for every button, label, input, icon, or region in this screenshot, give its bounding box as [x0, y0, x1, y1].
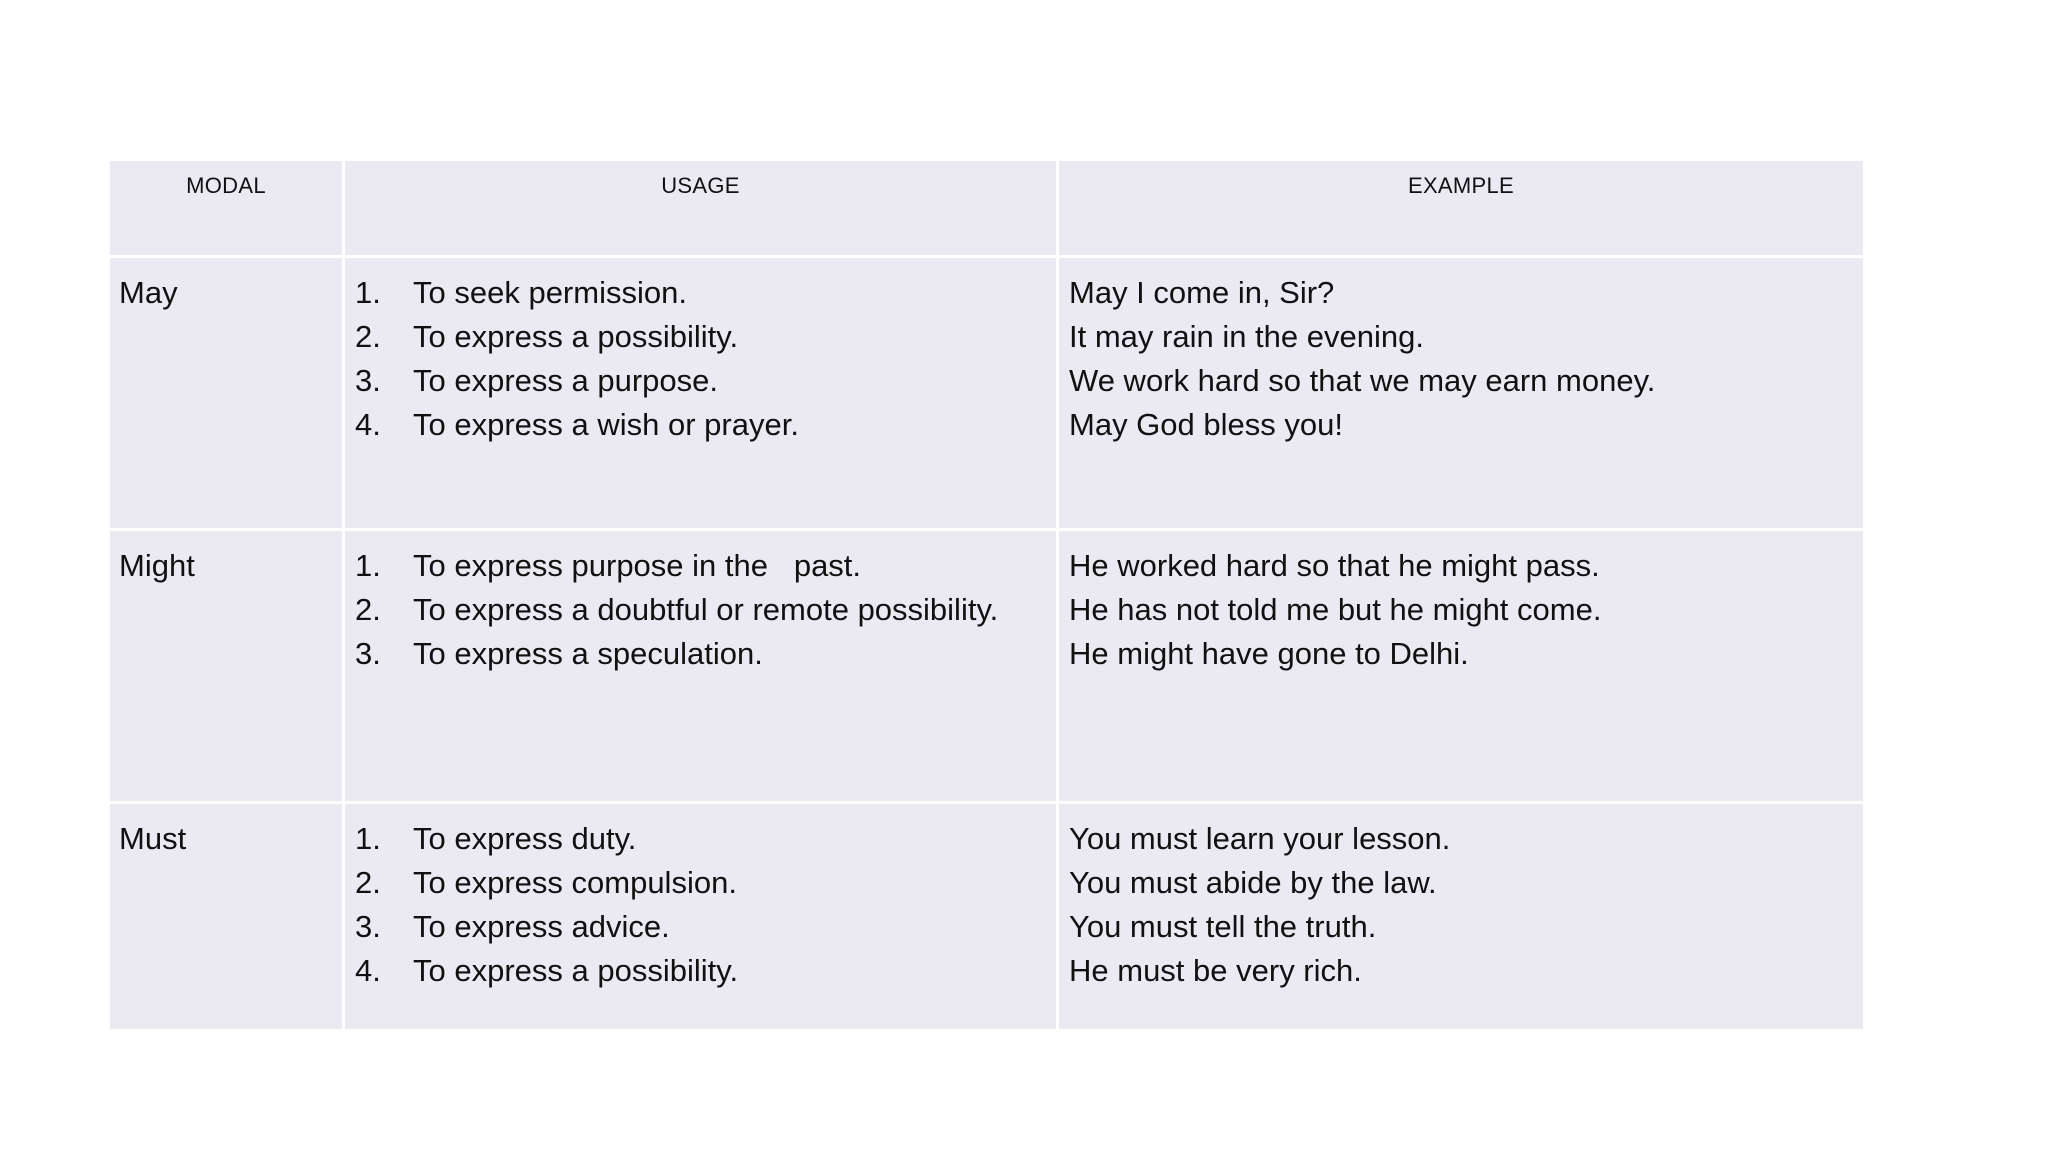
- example-line: May I come in, Sir?: [1069, 275, 1335, 310]
- usage-item: [355, 905, 1056, 949]
- usage-number: 2.: [355, 592, 381, 627]
- usage-number: 1.: [355, 275, 381, 310]
- modal-cell: Must: [109, 803, 344, 1031]
- usage-list: [355, 544, 1056, 676]
- usage-cell: [344, 530, 1058, 803]
- example-line: He must be very rich.: [1069, 953, 1362, 988]
- usage-text: To express a doubtful or remote possibility.: [413, 592, 999, 627]
- table-row-may: [109, 257, 1865, 530]
- usage-number: 3.: [355, 363, 381, 398]
- usage-number: 2.: [355, 319, 381, 354]
- usage-text: To express a purpose.: [413, 363, 719, 398]
- usage-number: 1.: [355, 548, 381, 583]
- usage-number: 4.: [355, 407, 381, 442]
- usage-number: 3.: [355, 909, 381, 944]
- example-cell: [1058, 257, 1865, 530]
- usage-text: To express a possibility.: [413, 319, 739, 354]
- usage-item: [355, 861, 1056, 905]
- example-line: You must learn your lesson.: [1069, 821, 1451, 856]
- usage-text: To express a wish or prayer.: [413, 407, 799, 442]
- example-line: He worked hard so that he might pass.: [1069, 548, 1600, 583]
- example-line: You must tell the truth.: [1069, 909, 1377, 944]
- usage-item: [355, 271, 1056, 315]
- usage-item: [355, 817, 1056, 861]
- usage-item: [355, 403, 1056, 447]
- example-line: It may rain in the evening.: [1069, 319, 1424, 354]
- usage-text: To express compulsion.: [413, 865, 737, 900]
- usage-list: [355, 271, 1056, 447]
- usage-item: [355, 359, 1056, 403]
- table-row-must: [109, 803, 1865, 1031]
- usage-item: [355, 949, 1056, 993]
- usage-number: 3.: [355, 636, 381, 671]
- header-modal: MODAL: [109, 160, 344, 257]
- modal-cell: May: [109, 257, 344, 530]
- table-header-row: [109, 160, 1865, 257]
- modals-table: [107, 158, 1866, 1032]
- usage-item: [355, 588, 1056, 632]
- usage-text: To express advice.: [413, 909, 670, 944]
- usage-item: [355, 315, 1056, 359]
- header-usage: USAGE: [344, 160, 1058, 257]
- usage-text: To express a possibility.: [413, 953, 739, 988]
- usage-text: To express a speculation.: [413, 636, 763, 671]
- usage-text: To seek permission.: [413, 275, 687, 310]
- example-cell: [1058, 530, 1865, 803]
- example-line: May God bless you!: [1069, 407, 1343, 442]
- usage-number: 4.: [355, 953, 381, 988]
- usage-text: To express purpose in the past.: [413, 548, 862, 583]
- usage-item: [355, 632, 1056, 676]
- table-row-might: [109, 530, 1865, 803]
- example-line: He might have gone to Delhi.: [1069, 636, 1469, 671]
- usage-list: [355, 817, 1056, 993]
- example-cell: [1058, 803, 1865, 1031]
- example-line: We work hard so that we may earn money.: [1069, 363, 1656, 398]
- modal-cell: Might: [109, 530, 344, 803]
- usage-text: To express duty.: [413, 821, 637, 856]
- usage-cell: [344, 803, 1058, 1031]
- example-line: He has not told me but he might come.: [1069, 592, 1602, 627]
- usage-number: 1.: [355, 821, 381, 856]
- header-example: EXAMPLE: [1058, 160, 1865, 257]
- usage-number: 2.: [355, 865, 381, 900]
- example-line: You must abide by the law.: [1069, 865, 1437, 900]
- usage-cell: [344, 257, 1058, 530]
- usage-item: [355, 544, 1056, 588]
